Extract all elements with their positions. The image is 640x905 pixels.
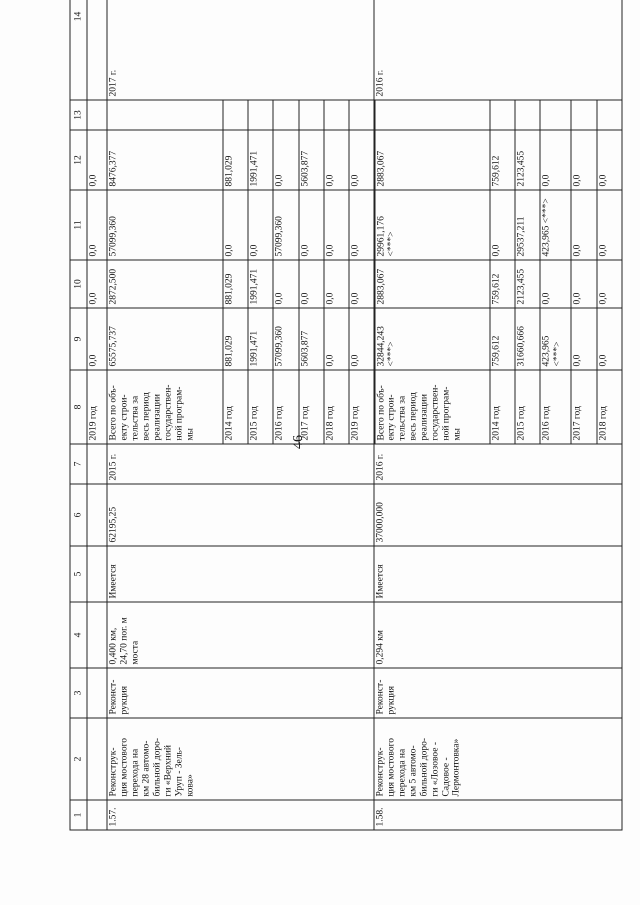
estimated-cost: 37000,000 <box>374 484 622 546</box>
value: 0,0 <box>571 260 596 308</box>
period-label: 2018 год <box>323 370 348 444</box>
value: 0,0 <box>273 130 298 190</box>
col-header: 14 <box>70 0 87 100</box>
value: 0,0 <box>596 190 621 260</box>
table-cell <box>298 100 323 130</box>
period-label: 2017 год <box>571 370 596 444</box>
value: 759,612 <box>489 130 514 190</box>
value: 2123,455 <box>515 130 540 190</box>
table-cell <box>87 546 107 602</box>
period-label: 2015 год <box>515 370 540 444</box>
table-cell <box>515 100 540 130</box>
value: 0,0 <box>489 190 514 260</box>
value: 0,0 <box>348 260 373 308</box>
col-header: 1 <box>70 800 87 830</box>
value: 0,0 <box>248 190 273 260</box>
value: 423,965 <***> <box>540 190 571 260</box>
col-header: 8 <box>70 370 87 444</box>
estimated-cost: 62195,25 <box>107 484 374 546</box>
value: 29961,176 <***> <box>374 190 490 260</box>
table-cell <box>596 100 621 130</box>
value: 0,0 <box>298 190 323 260</box>
col-header: 11 <box>70 190 87 260</box>
total-value: 65575,737 <box>107 308 223 370</box>
value: 0,0 <box>348 190 373 260</box>
value: 0,0 <box>323 260 348 308</box>
period-label: Всего по объ- екту строи- тельства за весь период реализации государствен- ной програм- мы <box>107 370 223 444</box>
table-container <box>69 11 622 830</box>
table-cell <box>87 484 107 546</box>
value: 57099,360 <box>273 190 298 260</box>
value: 0,0 <box>596 130 621 190</box>
value: 423,965 <***> <box>540 308 571 370</box>
value: 2872,500 <box>107 260 223 308</box>
value: 759,612 <box>489 260 514 308</box>
row-number: 1.58. <box>374 800 622 830</box>
table-cell <box>248 100 273 130</box>
documentation-status: Имеется <box>107 546 374 602</box>
row-number: 1.57. <box>107 800 374 830</box>
table-cell <box>323 100 348 130</box>
period-label: 2016 год <box>273 370 298 444</box>
table-cell <box>348 100 373 130</box>
total-value: 32844,243 <***> <box>374 308 490 370</box>
value: 0,0 <box>298 260 323 308</box>
period-label: 2016 год <box>540 370 571 444</box>
period-label: 2017 год <box>298 370 323 444</box>
table-row <box>87 0 107 830</box>
value: 0,0 <box>323 190 348 260</box>
table-cell <box>222 100 247 130</box>
col-header: 10 <box>70 260 87 308</box>
value: 0,0 <box>323 130 348 190</box>
value: 759,612 <box>489 308 514 370</box>
table-cell <box>540 100 571 130</box>
work-type: Реконст- рукция <box>374 668 622 718</box>
col-header: 4 <box>70 602 87 668</box>
value: 57099,360 <box>107 190 223 260</box>
investment-table <box>69 0 622 830</box>
period-label: 2014 год <box>489 370 514 444</box>
table-cell <box>273 100 298 130</box>
table-cell <box>87 100 107 130</box>
value: 881,029 <box>222 308 247 370</box>
col-header: 12 <box>70 130 87 190</box>
value: 881,029 <box>222 260 247 308</box>
col-header: 3 <box>70 668 87 718</box>
value: 0,0 <box>348 130 373 190</box>
value: 8476,377 <box>107 130 223 190</box>
completion-year: 2016 г. <box>374 0 622 100</box>
object-name: Реконструк- ция мостового перехода на км 5 автомо- бильной доро- ги «Лозовое - Садовое - Лермонтовка» <box>374 718 622 800</box>
value: 1991,471 <box>248 130 273 190</box>
period-label: 2019 год <box>348 370 373 444</box>
value: 2123,455 <box>515 260 540 308</box>
table-cell <box>87 0 107 100</box>
value: 1991,471 <box>248 308 273 370</box>
table-cell <box>374 100 490 130</box>
value: 0,0 <box>571 308 596 370</box>
value: 0,0 <box>273 260 298 308</box>
page-number: 46 <box>291 435 306 449</box>
value: 5603,877 <box>298 130 323 190</box>
value: 0,0 <box>348 308 373 370</box>
rotated-table-frame <box>69 11 622 830</box>
value: 0,0 <box>571 130 596 190</box>
completion-year: 2017 г. <box>107 0 374 100</box>
period-label: 2015 год <box>248 370 273 444</box>
col-header: 7 <box>70 444 87 484</box>
value: 0,0 <box>540 260 571 308</box>
col-header: 9 <box>70 308 87 370</box>
table-cell <box>87 668 107 718</box>
value: 29537,211 <box>515 190 540 260</box>
value: 0,0 <box>571 190 596 260</box>
capacity: 0,294 км <box>374 602 622 668</box>
value: 0,0 <box>540 130 571 190</box>
value: 31660,666 <box>515 308 540 370</box>
table-row <box>374 0 490 830</box>
table-row <box>107 0 223 830</box>
table-cell: 0,0 <box>87 308 107 370</box>
value: 0,0 <box>596 308 621 370</box>
table-cell <box>489 100 514 130</box>
table-cell: 2019 год <box>87 370 107 444</box>
table-cell: 0,0 <box>87 260 107 308</box>
documentation-status: Имеется <box>374 546 622 602</box>
table-cell: 0,0 <box>87 130 107 190</box>
header-row <box>70 0 87 830</box>
value: 1991,471 <box>248 260 273 308</box>
table-cell <box>571 100 596 130</box>
col-header: 2 <box>70 718 87 800</box>
value: 0,0 <box>222 190 247 260</box>
value: 881,029 <box>222 130 247 190</box>
value: 0,0 <box>323 308 348 370</box>
capacity: 0,400 км, 24,70 пог. м моста <box>107 602 374 668</box>
period-label: 2014 год <box>222 370 247 444</box>
col-header: 6 <box>70 484 87 546</box>
col-header: 5 <box>70 546 87 602</box>
period-label: 2018 год <box>596 370 621 444</box>
period-label: Всего по объ- екту строи- тельства за весь период реализации государствен- ной програм- мы <box>374 370 490 444</box>
table-cell <box>87 800 107 830</box>
col-header: 13 <box>70 100 87 130</box>
table-cell <box>87 718 107 800</box>
work-type: Реконст- рукция <box>107 668 374 718</box>
table-cell <box>107 100 223 130</box>
start-year: 2016 г. <box>374 444 622 484</box>
value: 0,0 <box>596 260 621 308</box>
value: 2883,067 <box>374 260 490 308</box>
start-year: 2015 г. <box>107 444 374 484</box>
value: 57099,360 <box>273 308 298 370</box>
object-name: Реконструк- ция мостового перехода на км 28 автомо- бильной доро- ги «Верхний Уруп - Зель- кова» <box>107 718 374 800</box>
table-cell: 0,0 <box>87 190 107 260</box>
value: 5603,877 <box>298 308 323 370</box>
value: 2883,067 <box>374 130 490 190</box>
table-cell <box>87 602 107 668</box>
table-cell <box>87 444 107 484</box>
